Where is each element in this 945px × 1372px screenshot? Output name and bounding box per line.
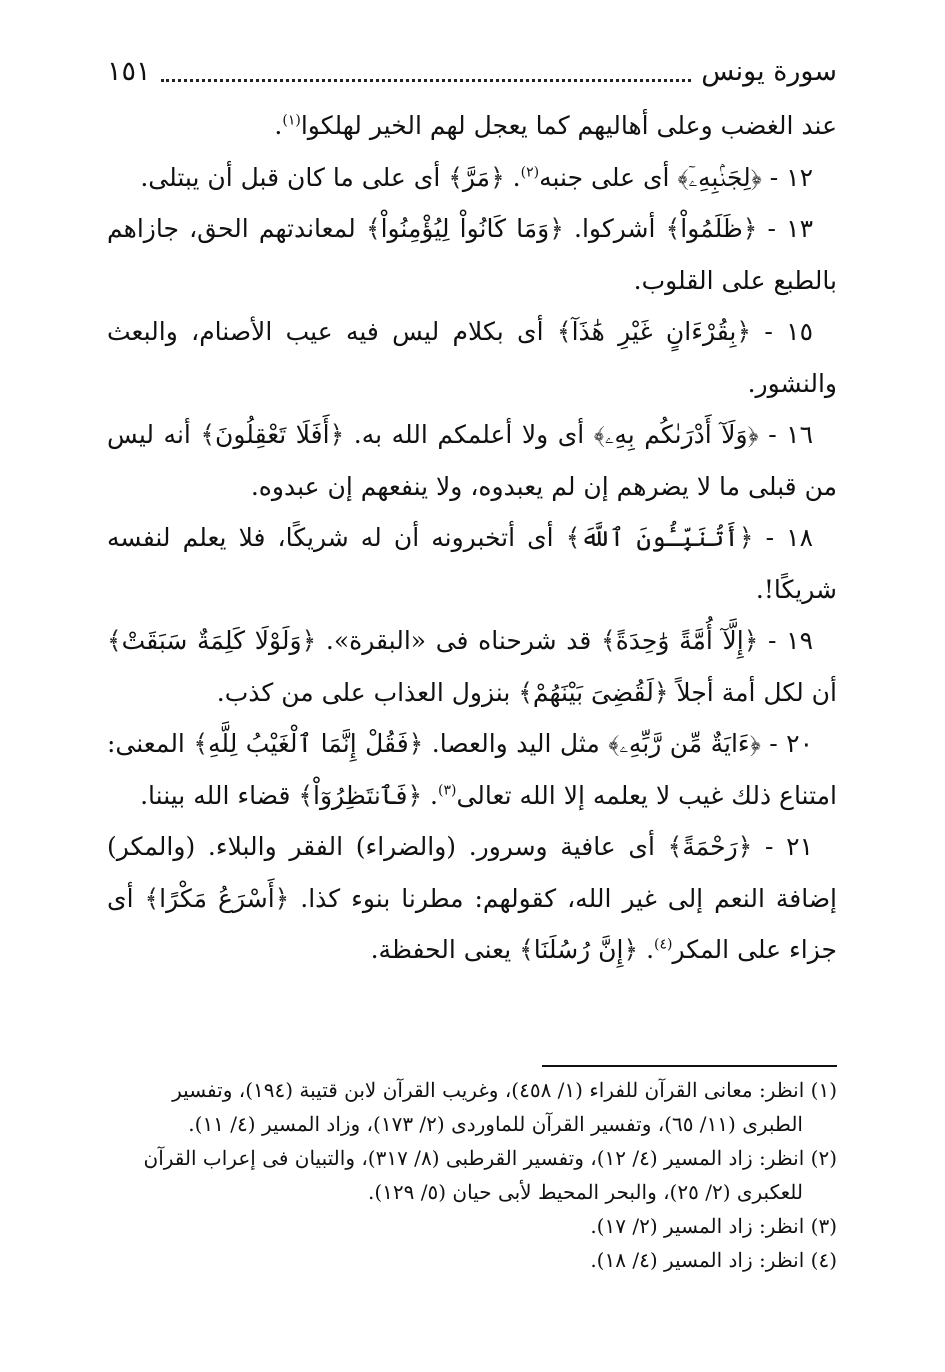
footnote-text: (٢) انظر: زاد المسير (٤/ ١٢)، وتفسير القرطبى (٨/ ٣١٧)، والتبيان فى إعراب القرآن — [143, 1146, 837, 1170]
text-span: أى ولا أعلمكم الله به. — [344, 420, 594, 449]
text-span: أى على جنبه — [539, 162, 678, 192]
verse-number: ١٣ - — [757, 214, 814, 243]
footnote-1 — [107, 1073, 837, 1141]
verse-number: ١٢ - — [761, 162, 813, 192]
text-span: مثل اليد والعصا. — [423, 729, 609, 758]
running-header — [107, 52, 837, 92]
footnote-text: (٣) انظر: زاد المسير (٢/ ١٧). — [590, 1214, 837, 1238]
text-span: لمعاندتهم الحق، جازاهم بالطبع على القلوب. — [107, 214, 837, 295]
verse-item-15 — [107, 306, 837, 409]
text-span: يعنى الحفظة. — [370, 935, 520, 964]
quran-quote: ﴿لَقُضِىَ بَيْنَهُمْ﴾ — [518, 677, 669, 707]
quran-quote: ﴿إِلَّآ أُمَّةً وَٰحِدَةً﴾ — [601, 626, 759, 655]
verse-number: ١٨ - — [753, 523, 814, 552]
text-span: قضاء الله بيننا. — [140, 780, 299, 810]
text-span: أشركوا. — [563, 214, 666, 243]
quran-quote: ﴿وَمَا كَانُواْ لِيُؤْمِنُواْ﴾ — [365, 214, 564, 243]
page-number: ١٥١ — [107, 56, 151, 87]
paragraph-continuation — [107, 100, 837, 152]
text-span: . — [504, 162, 521, 192]
text-span: أى عافية وسرور. (والضراء) الفقر والبلاء. (والمكر) إضافة النعم إلى غير الله، كقولهم: مطرنا بنوء كذا. — [107, 832, 837, 913]
quran-quote: ﴿لِجَنۢبِهِۦٓ﴾ — [677, 162, 762, 192]
quran-quote: ﴿مَرَّ﴾ — [448, 162, 505, 192]
verse-item-21 — [107, 821, 837, 976]
verse-number: ١٩ - — [758, 626, 813, 655]
footnote-4 — [107, 1243, 837, 1277]
quran-quote: ﴿رَحْمَةً﴾ — [667, 832, 753, 861]
verse-item-18 — [107, 512, 837, 615]
verse-item-20 — [107, 718, 837, 821]
verse-number: ٢١ - — [752, 832, 813, 861]
text-span: المعنى: امتناع ذلك غيب لا يعلمه إلا الله تعالى — [107, 729, 837, 810]
verse-item-13 — [107, 203, 837, 306]
footnote-3 — [107, 1209, 837, 1243]
quran-quote: ﴿ظَلَمُواْ﴾ — [665, 214, 758, 243]
text-span: . — [422, 780, 438, 810]
verse-number: ١٦ - — [758, 420, 814, 449]
footnotes — [107, 1073, 837, 1277]
quran-quote: ﴿فَقُلْ إِنَّمَا ٱلْغَيْبُ لِلَّهِ﴾ — [193, 729, 424, 758]
footnote-ref: (١) — [282, 112, 301, 129]
main-text — [107, 100, 837, 976]
verse-item-12 — [107, 152, 837, 204]
quran-quote: ﴿أَفَلَا تَعْقِلُونَ﴾ — [200, 420, 345, 449]
footnote-ref: (٢) — [520, 164, 540, 181]
verse-item-16 — [107, 409, 837, 512]
text-span: بنزول العذاب على من كذب. — [216, 677, 519, 707]
footnote-text: (١) انظر: معانى القرآن للفراء (١/ ٤٥٨)، وغريب القرآن لابن قتيبة (١٩٤)، وتفسير — [172, 1078, 837, 1102]
text-span: عند الغضب وعلى أهاليهم كما يعجل لهم الخير لهلكوا — [300, 111, 837, 140]
footnote-ref: (٤) — [654, 936, 673, 953]
verse-number: ١٥ - — [751, 317, 813, 346]
verse-item-19 — [107, 615, 837, 718]
text-span: . — [274, 111, 283, 140]
quran-quote: ﴿أَسْرَعُ مَكْرًا﴾ — [144, 883, 290, 913]
footnote-ref: (٣) — [438, 782, 457, 799]
surah-title: سورة يونس — [701, 56, 837, 87]
text-span: أى أتخبرونه أن له شريكًا، فلا يعلم لنفسه شريكًا!. — [107, 523, 837, 604]
text-span: قد شرحناه فى «البقرة». — [316, 626, 602, 655]
footnote-text: (٤) انظر: زاد المسير (٤/ ١٨). — [590, 1248, 837, 1272]
quran-quote: ﴿إِنَّ رُسُلَنَا﴾ — [519, 935, 639, 964]
footnote-separator — [542, 1065, 837, 1067]
quran-quote: ﴿فَٱنتَظِرُوٓاْ﴾ — [298, 780, 423, 810]
footnote-2 — [107, 1141, 837, 1209]
quran-quote: ﴿بِقُرْءَانٍ غَيْرِ هَٰذَآ﴾ — [556, 317, 752, 346]
text-span: أى على ما كان قبل أن يبتلى. — [140, 162, 449, 192]
text-span: أى جزاء على المكر — [107, 883, 837, 964]
quran-quote: ﴿أَتُنَبِّـُٔونَ ٱللَّهَ﴾ — [565, 523, 754, 552]
verse-number: ٢٠ - — [760, 729, 814, 758]
text-span: أن لكل أمة أجلاً — [668, 677, 837, 707]
footnote-text: الطبرى (١١/ ٦٥)، وتفسير القرآن للماوردى (٢/ ١٧٣)، وزاد المسير (٤/ ١١). — [188, 1112, 803, 1136]
text-span: أنه ليس من قبلى ما لا يضرهم إن لم يعبدوه، ولا ينفعهم إن عبدوه. — [107, 420, 837, 501]
footnote-text: للعكبرى (٢/ ٢٥)، والبحر المحيط لأبى حيان (٥/ ١٢٩). — [367, 1180, 803, 1204]
quran-quote: ﴿وَلَوْلَا كَلِمَةٌ سَبَقَتْ﴾ — [107, 626, 317, 655]
text-span: أى بكلام ليس فيه عيب الأصنام، والبعث والنشور. — [107, 317, 837, 398]
quran-quote: ﴿ءَايَةٌ مِّن رَّبِّهِۦ﴾ — [608, 729, 761, 758]
header-dotted-leader — [161, 59, 692, 82]
text-span: . — [638, 935, 655, 964]
quran-quote: ﴿وَلَآ أَدْرَىٰكُم بِهِۦ﴾ — [593, 420, 759, 449]
